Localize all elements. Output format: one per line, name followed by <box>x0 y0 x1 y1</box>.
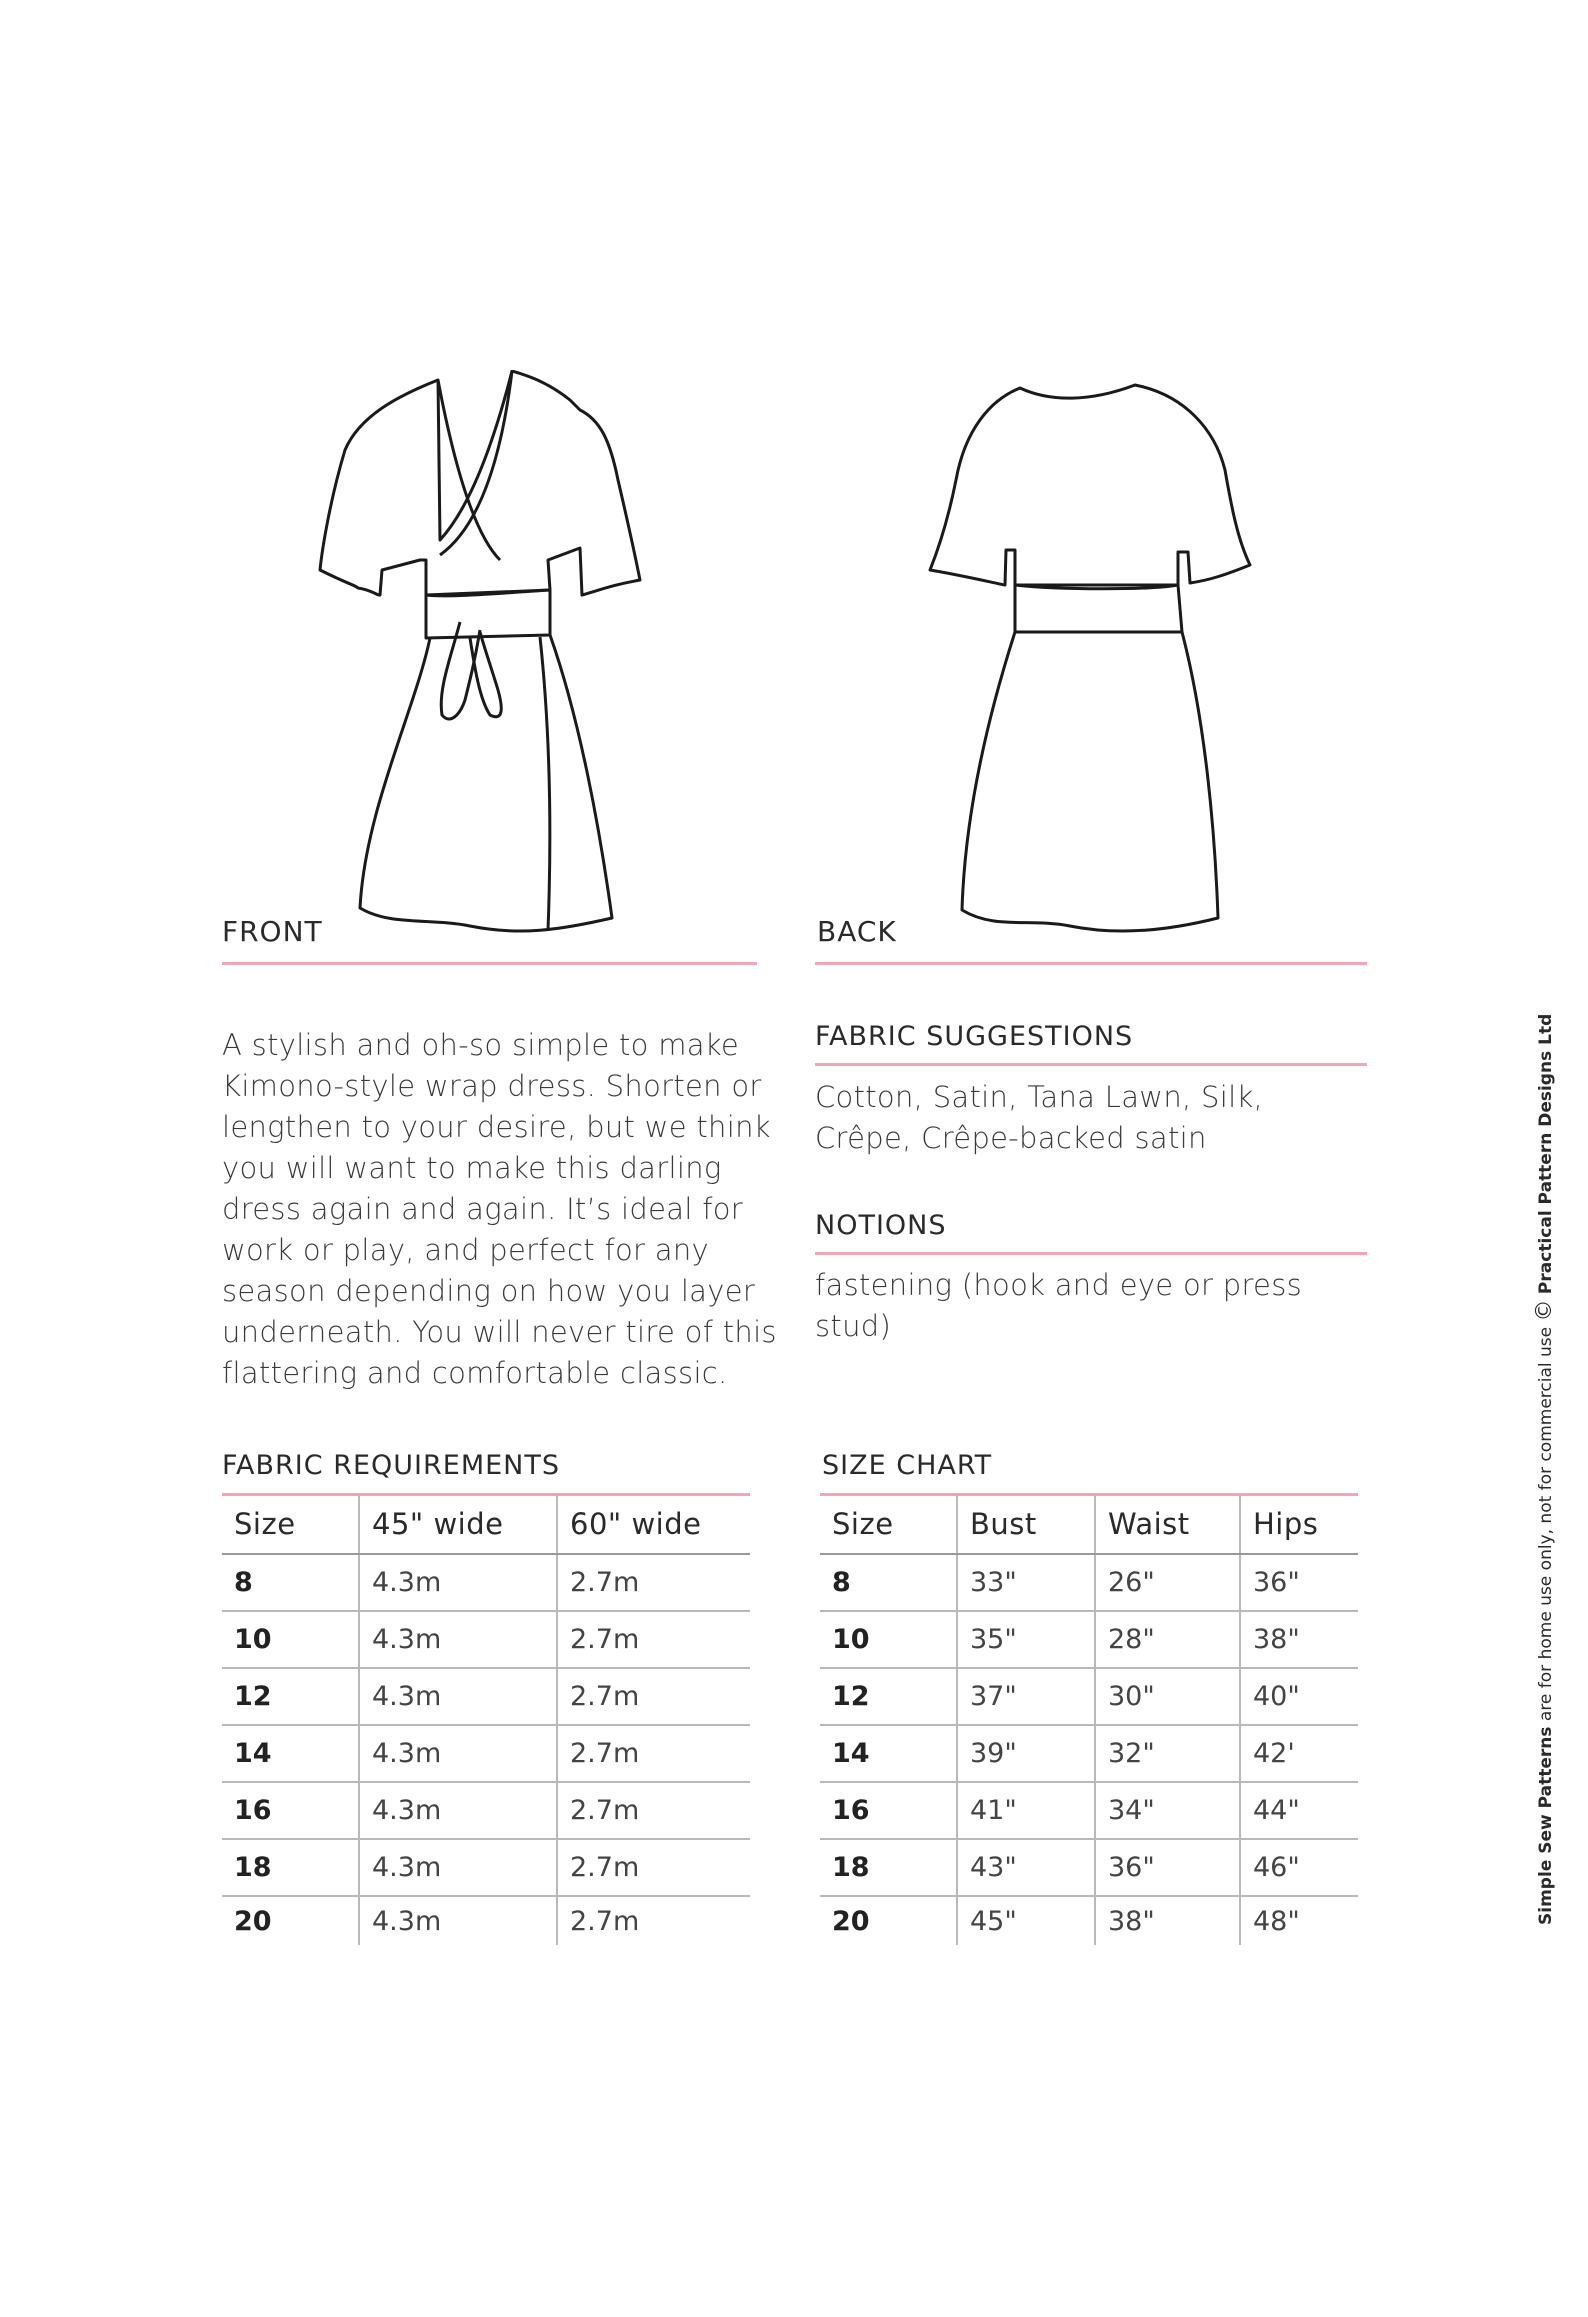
size-cell: 10 <box>820 1611 957 1668</box>
description-line: underneath. You will never tire of this <box>222 1315 777 1349</box>
cell: 42' <box>1240 1725 1358 1782</box>
table-header-row <box>820 1495 1358 1554</box>
company-name: Practical Pattern Designs Ltd <box>1536 1013 1556 1295</box>
fabric-suggestions-text <box>815 1077 1375 1159</box>
table-row <box>222 1839 750 1896</box>
size-cell: 20 <box>832 1905 870 1937</box>
cell: 30" <box>1095 1668 1240 1725</box>
cell: 2.7m <box>557 1725 750 1782</box>
size-chart-table <box>820 1495 1358 1945</box>
cell: 48" <box>1240 1896 1358 1945</box>
size-cell: 16 <box>820 1782 957 1839</box>
back-dress-drawing <box>920 370 1260 940</box>
size-cell: 8 <box>222 1554 359 1611</box>
table-row <box>222 1611 750 1668</box>
description-line: season depending on how you layer <box>222 1274 756 1308</box>
description-line: Kimono-style wrap dress. Shorten or <box>222 1069 762 1103</box>
table-row <box>222 1725 750 1782</box>
copyright-side-note <box>1532 1013 1564 1925</box>
cell: 36" <box>1240 1554 1358 1611</box>
notions-text: fastening (hook and eye or press stud) <box>815 1268 1303 1343</box>
cell: 33" <box>957 1554 1095 1611</box>
size-cell: 8 <box>820 1554 957 1611</box>
cell: 4.3m <box>359 1611 557 1668</box>
fabric-suggestions-heading: FABRIC SUGGESTIONS <box>815 1021 1134 1052</box>
back-label: BACK <box>817 915 897 948</box>
size-cell: 12 <box>222 1668 359 1725</box>
table-row <box>222 1668 750 1725</box>
cell: 45" <box>957 1896 1095 1945</box>
cell: 2.7m <box>557 1611 750 1668</box>
cell: 2.7m <box>557 1782 750 1839</box>
front-label: FRONT <box>222 915 323 948</box>
cell: 35" <box>957 1611 1095 1668</box>
cell: 26" <box>1095 1554 1240 1611</box>
table-row <box>820 1554 1358 1611</box>
description-line: you will want to make this darling <box>222 1151 722 1185</box>
cell: 4.3m <box>359 1782 557 1839</box>
cell: 37" <box>957 1668 1095 1725</box>
table-row <box>222 1782 750 1839</box>
table-row <box>222 1554 750 1611</box>
size-cell: 14 <box>222 1725 359 1782</box>
cell: 38" <box>1240 1611 1358 1668</box>
cell: 32" <box>1095 1725 1240 1782</box>
cell: 4.3m <box>359 1668 557 1725</box>
front-rule <box>222 962 757 965</box>
column-header: Hips <box>1240 1495 1358 1554</box>
description-paragraph <box>222 1025 782 1394</box>
cell: 2.7m <box>557 1668 750 1725</box>
notions-rule <box>815 1252 1367 1255</box>
cell: 4.3m <box>359 1725 557 1782</box>
column-header: 60" wide <box>557 1495 750 1554</box>
column-header: Waist <box>1095 1495 1240 1554</box>
description-line: flattering and comfortable classic. <box>222 1356 728 1390</box>
cell: 2.7m <box>557 1896 750 1945</box>
description-line: lengthen to your desire, but we think <box>222 1110 771 1144</box>
size-cell: 16 <box>222 1782 359 1839</box>
size-chart-heading: SIZE CHART <box>822 1450 993 1481</box>
column-header: 45" wide <box>359 1495 557 1554</box>
table-row <box>222 1896 750 1945</box>
description-line: work or play, and perfect for any <box>222 1233 709 1267</box>
column-header: Size <box>820 1495 957 1554</box>
size-cell: 14 <box>820 1725 957 1782</box>
table-header-row <box>222 1495 750 1554</box>
column-header: Bust <box>957 1495 1095 1554</box>
table-row <box>820 1839 1358 1896</box>
usage-note: are for home use only, not for commercial use <box>1536 1321 1556 1727</box>
description-line: A stylish and oh-so simple to make <box>222 1028 740 1062</box>
table-row <box>820 1896 1358 1945</box>
cell: 2.7m <box>557 1839 750 1896</box>
front-dress-drawing <box>300 370 660 940</box>
cell: 39" <box>957 1725 1095 1782</box>
size-cell: 12 <box>820 1668 957 1725</box>
cell: 38" <box>1095 1896 1240 1945</box>
fabric-requirements-table <box>222 1495 750 1945</box>
table-row <box>820 1611 1358 1668</box>
cell: 46" <box>1240 1839 1358 1896</box>
size-cell: 10 <box>222 1611 359 1668</box>
copyright-icon: © <box>1532 1299 1557 1322</box>
cell: 43" <box>957 1839 1095 1896</box>
description-line: dress again and again. It’s ideal for <box>222 1192 743 1226</box>
fabric-suggestions-line: Cotton, Satin, Tana Lawn, Silk, <box>815 1080 1264 1114</box>
cell: 4.3m <box>359 1839 557 1896</box>
cell: 44" <box>1240 1782 1358 1839</box>
brand-name: Simple Sew Patterns <box>1536 1726 1556 1925</box>
size-cell: 20 <box>234 1905 272 1937</box>
size-cell: 18 <box>820 1839 957 1896</box>
column-header: Size <box>222 1495 359 1554</box>
cell: 41" <box>957 1782 1095 1839</box>
cell: 34" <box>1095 1782 1240 1839</box>
table-row <box>820 1782 1358 1839</box>
cell: 36" <box>1095 1839 1240 1896</box>
fabric-suggestions-rule <box>815 1063 1367 1066</box>
table-row <box>820 1725 1358 1782</box>
cell: 40" <box>1240 1668 1358 1725</box>
cell: 28" <box>1095 1611 1240 1668</box>
fabric-requirements-heading: FABRIC REQUIREMENTS <box>222 1450 561 1481</box>
size-cell: 18 <box>222 1839 359 1896</box>
fabric-suggestions-line: Crêpe, Crêpe-backed satin <box>815 1121 1207 1155</box>
back-rule <box>815 962 1367 965</box>
cell: 4.3m <box>359 1896 557 1945</box>
cell: 4.3m <box>359 1554 557 1611</box>
cell: 2.7m <box>557 1554 750 1611</box>
notions-heading: NOTIONS <box>815 1210 947 1241</box>
table-row <box>820 1668 1358 1725</box>
